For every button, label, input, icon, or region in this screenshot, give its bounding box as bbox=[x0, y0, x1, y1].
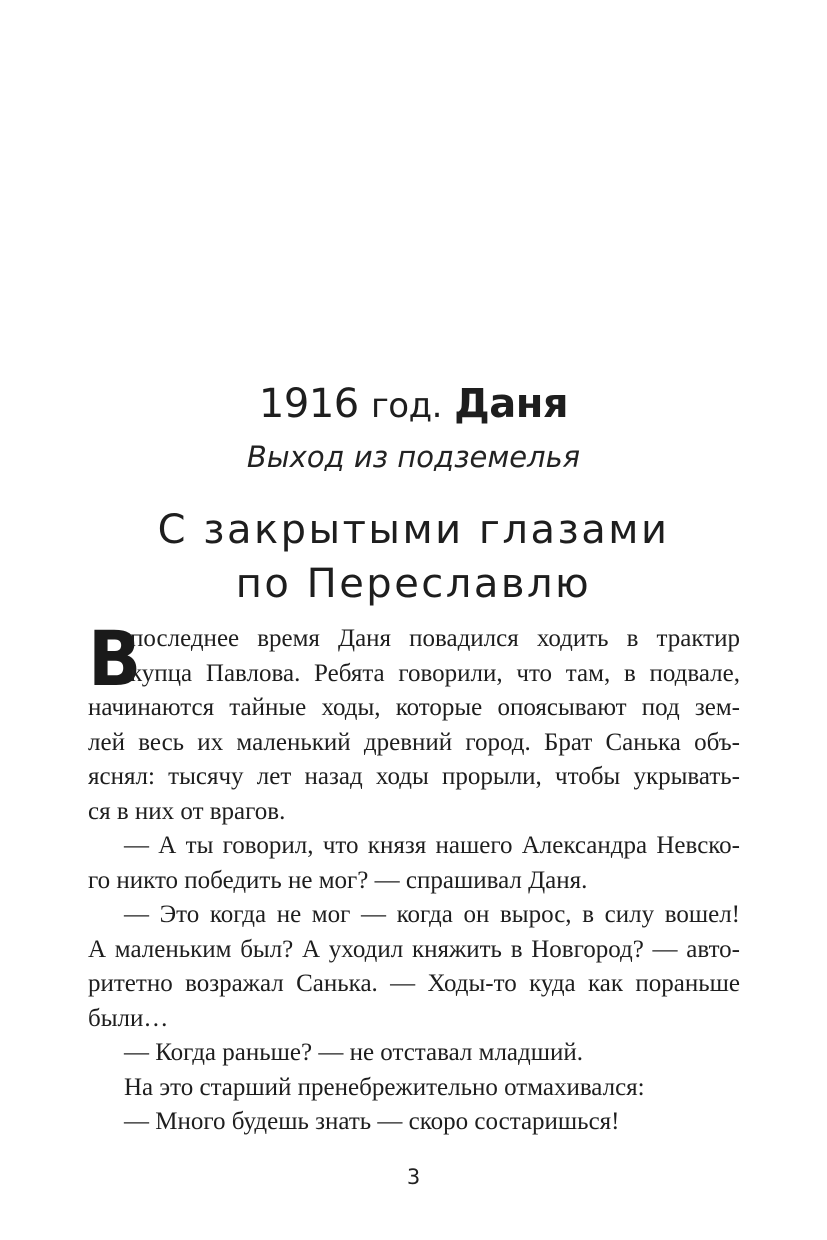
chapter-character-name: Даня bbox=[454, 381, 569, 427]
dialogue-line: — Много будешь знать — скоро состаришься! bbox=[124, 1108, 620, 1135]
dialogue-line: — А ты говорил, что князя нашего Александра Невско- bbox=[124, 832, 740, 859]
section-title bbox=[0, 503, 827, 611]
body-line: А маленьким был? А уходил княжить в Новгород? — авто- bbox=[88, 936, 740, 963]
body-line: яснял: тысячу лет назад ходы прорыли, чтобы укрывать- bbox=[88, 763, 740, 790]
body-line: лей весь их маленький древний город. Брат Санька объ- bbox=[88, 729, 740, 756]
body-line: ритетно возражал Санька. — Ходы-то куда как пораньше bbox=[88, 970, 740, 997]
chapter-heading bbox=[0, 378, 827, 432]
body-line: ся в них от врагов. bbox=[88, 798, 286, 825]
body-line: последнее время Даня повадился ходить в трактир bbox=[130, 625, 740, 652]
dialogue-line: — Это когда не мог — когда он вырос, в силу вошел! bbox=[124, 901, 740, 928]
dialogue-line: — Когда раньше? — не отставал младший. bbox=[124, 1039, 584, 1066]
chapter-year-suffix: год. bbox=[370, 386, 442, 426]
body-line: были… bbox=[88, 1005, 169, 1032]
section-title-line-1: С закрытыми глазами bbox=[157, 507, 670, 553]
chapter-year: 1916 bbox=[258, 381, 359, 427]
drop-cap: В bbox=[88, 614, 142, 703]
body-line: го никто победить не мог? — спрашивал Даня. bbox=[88, 867, 588, 894]
body-line: купца Павлова. Ребята говорили, что там, в подвале, bbox=[130, 660, 740, 687]
chapter-subtitle: Выход из подземелья bbox=[246, 440, 581, 474]
body-line: начинаются тайные ходы, которые опоясывают под зем- bbox=[88, 694, 740, 721]
body-line: На это старший пренебрежительно отмахивался: bbox=[124, 1074, 645, 1101]
section-title-line-2: по Переславлю bbox=[235, 561, 592, 607]
page-number: 3 bbox=[406, 1165, 421, 1189]
